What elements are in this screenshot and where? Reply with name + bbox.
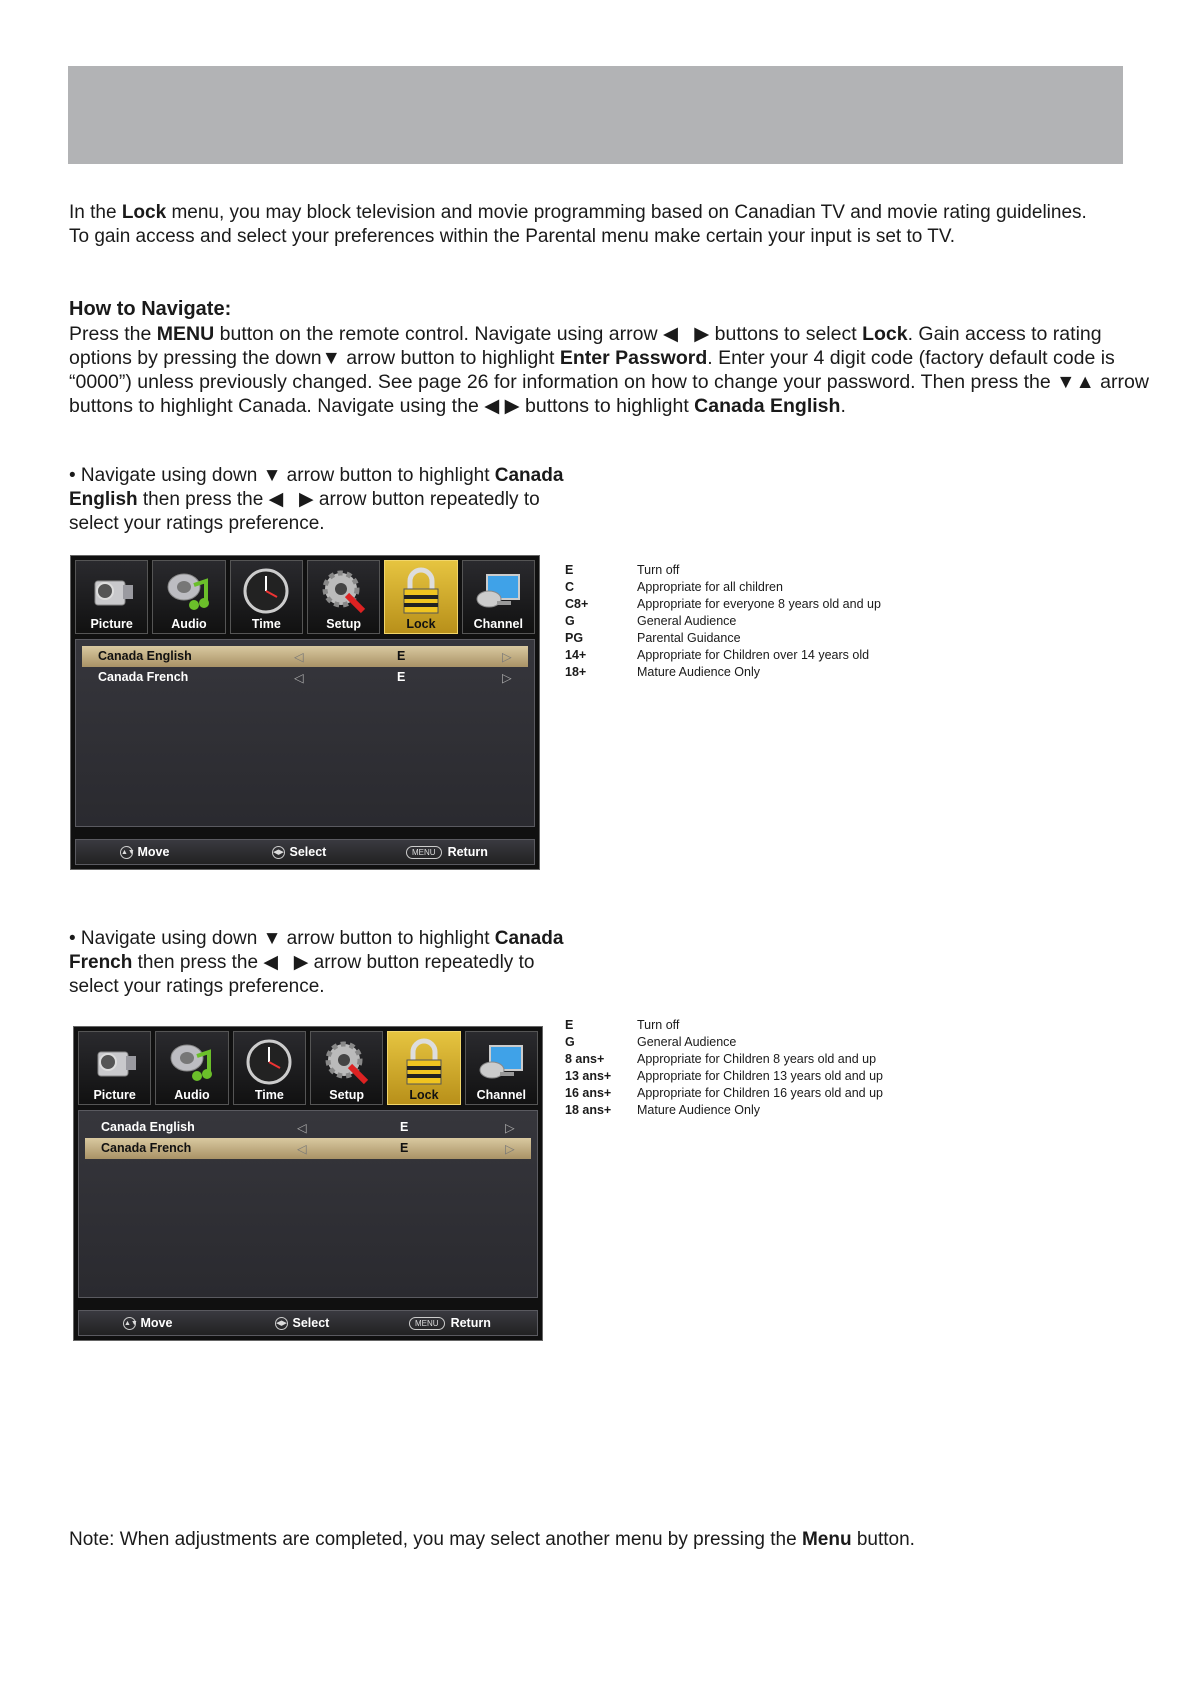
- howto-title: How to Navigate:: [69, 298, 232, 320]
- rating-code: C: [565, 580, 575, 594]
- rating-desc: Mature Audience Only: [637, 665, 760, 679]
- bullet-text: then press the ◀ ▶ arrow button repeatedly to select your ratings preference.: [69, 489, 540, 534]
- menu-panel: [75, 639, 535, 827]
- rating-code: 14+: [565, 648, 587, 662]
- padlock-icon: [396, 567, 446, 615]
- rating-code: C8+: [565, 597, 589, 611]
- right-arrow-icon[interactable]: ▷: [502, 671, 512, 685]
- tab-label: Channel: [476, 1088, 526, 1102]
- tab-label: Audio: [174, 1088, 210, 1102]
- rating-desc: Parental Guidance: [637, 631, 741, 645]
- camera-icon: [87, 567, 137, 615]
- row-value: E: [400, 1120, 409, 1134]
- note-text: Note: When adjustments are completed, you may select another menu by pressing the: [69, 1529, 802, 1550]
- tab-label: Channel: [473, 617, 523, 631]
- rating-code: 18 ans+: [565, 1103, 612, 1117]
- menu-footer: [78, 1310, 538, 1336]
- bullet-text: then press the ◀ ▶ arrow button repeatedly to select your ratings preference.: [69, 952, 535, 997]
- footer-move: [123, 1316, 172, 1330]
- rating-code: 13 ans+: [565, 1069, 612, 1083]
- bullet-text: • Navigate using down ▼ arrow button to highlight: [69, 465, 495, 486]
- tab-time[interactable]: [230, 560, 303, 634]
- rating-code: PG: [565, 631, 584, 645]
- footer-return: [409, 1316, 491, 1330]
- tab-label: Time: [251, 617, 281, 631]
- tab-audio[interactable]: [155, 1031, 228, 1105]
- right-arrow-icon[interactable]: ▷: [505, 1142, 515, 1156]
- clock-icon: [244, 1038, 294, 1086]
- rating-desc: Appropriate for Children 13 years old and up: [637, 1069, 883, 1083]
- left-arrow-icon[interactable]: ◁: [297, 1142, 307, 1156]
- menu-tabs: [75, 560, 535, 634]
- rating-desc: Appropriate for Children 8 years old and up: [637, 1052, 877, 1066]
- menu-tabs: [78, 1031, 538, 1105]
- rating-desc: Appropriate for Children 16 years old and up: [637, 1086, 883, 1100]
- footer-select-label: Select: [289, 845, 327, 859]
- row-value: E: [397, 649, 406, 663]
- right-arrow-icon[interactable]: ▷: [505, 1121, 515, 1135]
- up-down-icon: ▲▼: [120, 846, 133, 859]
- howto-text: . Gain access to rating options by pressing the down▼ arrow button to highlight: [69, 323, 1102, 369]
- left-arrow-icon[interactable]: ◁: [297, 1121, 307, 1135]
- howto-bold: Canada English: [694, 395, 841, 417]
- camera-icon: [90, 1038, 140, 1086]
- rating-row: [565, 1017, 883, 1034]
- ratings-list-french: [565, 1017, 883, 1119]
- rating-row: [565, 579, 881, 596]
- howto-text: button on the remote control. Navigate using arrow ◀ ▶ buttons to select: [214, 323, 863, 345]
- rating-row: [565, 1051, 883, 1068]
- howto-bold: Lock: [862, 323, 908, 345]
- intro-text: To gain access and select your preferences within the Parental menu make certain your input is set to TV.: [69, 226, 956, 247]
- rating-code: G: [565, 614, 575, 628]
- gear-wrench-icon: [319, 567, 369, 615]
- footer-return-label: Return: [447, 845, 488, 859]
- rating-code: 8 ans+: [565, 1052, 605, 1066]
- footer-move-label: Move: [140, 1316, 173, 1330]
- tab-label: Picture: [90, 617, 133, 631]
- footer-select-label: Select: [292, 1316, 330, 1330]
- footer-select: [272, 845, 326, 859]
- howto-bold: MENU: [156, 323, 215, 345]
- footer-return: [406, 845, 488, 859]
- rating-code: E: [565, 563, 574, 577]
- rating-desc: Appropriate for Children over 14 years old: [637, 648, 870, 662]
- footer-move-label: Move: [137, 845, 170, 859]
- bullet-bold: Canada English: [69, 465, 564, 510]
- howto-bold: Enter Password: [559, 347, 708, 369]
- rating-row: [565, 1102, 883, 1119]
- bullet-bold: Canada French: [69, 928, 564, 973]
- intro-text: In the: [69, 202, 122, 223]
- rating-row: [565, 1085, 883, 1102]
- intro-text: menu, you may block television and movie programming based on Canadian TV and movie rating guidelines.: [166, 202, 1087, 223]
- menu-key-icon: MENU: [406, 846, 442, 859]
- rating-code: G: [565, 1035, 575, 1049]
- tab-time[interactable]: [233, 1031, 306, 1105]
- tab-picture[interactable]: [78, 1031, 151, 1105]
- bullet-text: • Navigate using down ▼ arrow button to highlight: [69, 928, 495, 949]
- right-arrow-icon[interactable]: ▷: [502, 650, 512, 664]
- rating-row: [565, 1068, 883, 1085]
- howto-paragraph: [69, 322, 1149, 418]
- rating-desc: General Audience: [637, 1035, 737, 1049]
- tv-menu-screenshot-french: [73, 1026, 543, 1341]
- row-label: Canada English: [101, 1120, 195, 1134]
- row-label: Canada English: [98, 649, 192, 663]
- tab-setup[interactable]: [310, 1031, 383, 1105]
- header-band: [68, 66, 1123, 164]
- rating-desc: General Audience: [637, 614, 737, 628]
- tab-label: Lock: [409, 1088, 439, 1102]
- tv-menu-screenshot-english: [70, 555, 540, 870]
- row-value: E: [400, 1141, 409, 1155]
- tab-lock[interactable]: [384, 560, 457, 634]
- rating-code: 16 ans+: [565, 1086, 612, 1100]
- rating-code: 18+: [565, 665, 587, 679]
- tab-setup[interactable]: [307, 560, 380, 634]
- satellite-tv-icon: [476, 1038, 526, 1086]
- bullet-canada-french: [69, 927, 589, 999]
- row-label: Canada French: [101, 1141, 192, 1155]
- bullet-canada-english: [69, 464, 589, 536]
- rating-desc: Mature Audience Only: [637, 1103, 760, 1117]
- menu-key-icon: MENU: [409, 1317, 445, 1330]
- clock-icon: [241, 567, 291, 615]
- left-arrow-icon[interactable]: ◁: [294, 671, 304, 685]
- row-label: Canada French: [98, 670, 189, 684]
- intro-lock-bold: Lock: [121, 202, 167, 223]
- tab-lock[interactable]: [387, 1031, 460, 1105]
- left-right-icon: ◀▶: [272, 846, 285, 859]
- speaker-note-icon: [164, 567, 214, 615]
- up-down-icon: ▲▼: [123, 1317, 136, 1330]
- footer-move: [120, 845, 169, 859]
- rating-desc: Appropriate for all children: [637, 580, 783, 594]
- rating-row: [565, 1034, 883, 1051]
- menu-row-canada-french[interactable]: [85, 1138, 531, 1159]
- footer-return-label: Return: [450, 1316, 491, 1330]
- note-bold: Menu: [801, 1529, 852, 1550]
- footer-select: [275, 1316, 329, 1330]
- howto-text: .: [840, 395, 846, 417]
- left-arrow-icon[interactable]: ◁: [294, 650, 304, 664]
- left-right-icon: ◀▶: [275, 1317, 288, 1330]
- intro-paragraph: [69, 201, 1149, 249]
- tab-label: Setup: [326, 617, 362, 631]
- menu-footer: [75, 839, 535, 865]
- rating-row: [565, 613, 881, 630]
- tab-audio[interactable]: [152, 560, 225, 634]
- padlock-icon: [399, 1038, 449, 1086]
- note-text: button.: [851, 1529, 915, 1550]
- rating-row: [565, 596, 881, 613]
- menu-row-canada-french[interactable]: [82, 667, 528, 688]
- ratings-list-english: [565, 562, 881, 681]
- rating-row: [565, 562, 881, 579]
- menu-panel: [78, 1110, 538, 1298]
- rating-desc: Turn off: [637, 563, 680, 577]
- tab-channel[interactable]: [465, 1031, 538, 1105]
- tab-channel[interactable]: [462, 560, 535, 634]
- tab-picture[interactable]: [75, 560, 148, 634]
- note-paragraph: [69, 1528, 1149, 1552]
- rating-code: E: [565, 1018, 574, 1032]
- rating-desc: Appropriate for everyone 8 years old and up: [637, 597, 881, 611]
- howto-text: . Enter your 4 digit code (factory default code is “0000”) unless previously changed. See page 26 for information on how to change your password. Then press the ▼▲ arrow buttons to highlight Canada. Navigate using the ◀ ▶ buttons to highlight: [69, 347, 1149, 417]
- speaker-note-icon: [167, 1038, 217, 1086]
- row-value: E: [397, 670, 406, 684]
- menu-row-canada-english[interactable]: [85, 1117, 531, 1138]
- rating-row: [565, 664, 881, 681]
- tab-label: Setup: [329, 1088, 365, 1102]
- tab-label: Audio: [171, 617, 207, 631]
- satellite-tv-icon: [473, 567, 523, 615]
- rating-desc: Turn off: [637, 1018, 680, 1032]
- rating-row: [565, 630, 881, 647]
- tab-label: Picture: [93, 1088, 136, 1102]
- tab-label: Lock: [406, 617, 436, 631]
- tab-label: Time: [254, 1088, 284, 1102]
- rating-row: [565, 647, 881, 664]
- gear-wrench-icon: [322, 1038, 372, 1086]
- menu-row-canada-english[interactable]: [82, 646, 528, 667]
- howto-text: Press the: [69, 323, 157, 345]
